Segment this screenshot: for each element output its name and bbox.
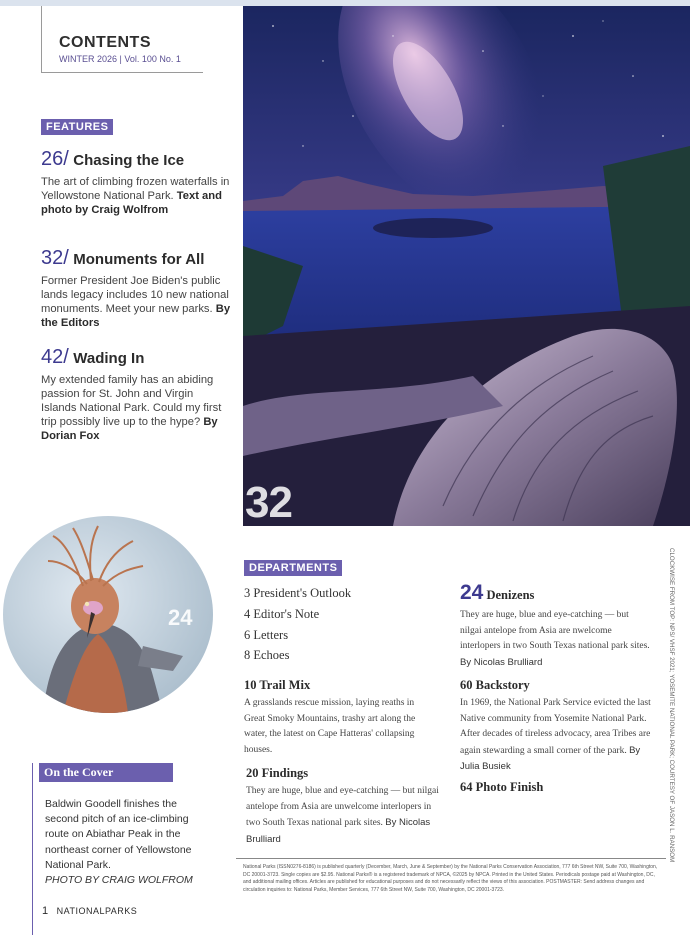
feature-byline: Text and photo by Craig Wolfrom bbox=[41, 190, 222, 216]
footer-rule bbox=[236, 858, 666, 859]
feature-desc: My extended family has an abiding passion for St. John and Virgin Islands National Park. Could my first trip possibly live up to the hype? bbox=[41, 374, 222, 428]
department-title: Denizens bbox=[486, 588, 535, 602]
department-title: 20 Findings bbox=[246, 766, 309, 780]
feature-item[interactable] bbox=[41, 346, 231, 443]
department-byline: By Nicolas Brulliard bbox=[460, 656, 543, 668]
department-title: 64 Photo Finish bbox=[460, 780, 544, 794]
crater-lake-illustration bbox=[243, 6, 690, 526]
photo-finish-entry[interactable] bbox=[460, 780, 656, 795]
department-title: 10 Trail Mix bbox=[244, 678, 311, 692]
feature-title: Monuments for All bbox=[73, 251, 205, 268]
department-desc: A grasslands rescue mission, laying reaths in Great Smoky Mountains, trashy art along the water, the latest on Cape Hatteras' collapsing houses. bbox=[244, 698, 416, 755]
feature-page-number: 42/ bbox=[41, 346, 69, 368]
issue-line: WINTER 2026 | Vol. 100 No. 1 bbox=[59, 54, 181, 64]
feature-item[interactable] bbox=[41, 247, 231, 330]
feature-desc: Former President Joe Biden's public lands legacy includes 10 new national monuments. Meet your new parks. bbox=[41, 275, 229, 315]
denizens-entry[interactable] bbox=[460, 581, 652, 671]
feature-item[interactable] bbox=[41, 148, 231, 217]
backstory-entry[interactable] bbox=[460, 678, 656, 776]
features-label: FEATURES bbox=[41, 119, 113, 135]
feature-desc: The art of climbing frozen waterfalls in Yellowstone National Park. bbox=[41, 176, 230, 202]
crater-lake-night-photo[interactable] bbox=[243, 6, 690, 526]
folio-magazine-name: NATIONALPARKS bbox=[56, 906, 138, 916]
cover-description: Baldwin Goodell finishes the second pitch of an ice-climbing route on Abiathar Peak in the northeast corner of Yellowstone National Park. bbox=[45, 798, 192, 871]
department-link[interactable]: 4 Editor's Note bbox=[244, 606, 320, 621]
cover-photo-credit: PHOTO BY CRAIG WOLFROM bbox=[45, 874, 193, 887]
feature-title: Chasing the Ice bbox=[73, 152, 185, 169]
department-link[interactable]: 8 Echoes bbox=[244, 648, 290, 663]
feature-byline: By the Editors bbox=[41, 303, 231, 329]
photo-page-number: 32 bbox=[245, 478, 292, 527]
department-desc: They are huge, blue and eye-catching — but nilgai antelope from Asia are nwelcome interlopers in two South Texas national park sites. bbox=[460, 610, 650, 651]
department-link[interactable]: 6 Letters bbox=[244, 627, 289, 642]
departments-label: DEPARTMENTS bbox=[244, 560, 342, 576]
cover-caption bbox=[45, 797, 205, 888]
circle-page-number: 24 bbox=[168, 605, 193, 630]
department-link[interactable]: 3 President's Outlook bbox=[244, 586, 352, 600]
department-title: 60 Backstory bbox=[460, 678, 530, 692]
feature-title: Wading In bbox=[73, 350, 145, 367]
feature-page-number: 26/ bbox=[41, 148, 69, 170]
cover-rule bbox=[32, 763, 33, 935]
department-byline: By Nicolas Brulliard bbox=[246, 817, 431, 845]
cover-label: On the Cover bbox=[39, 763, 173, 782]
department-desc: They are huge, blue and eye-catching — but nilgai antelope from Asia are unwelcome interlopers in two South Texas national park sites. bbox=[246, 786, 439, 828]
department-desc: In 1969, the National Park Service evicted the last Native community from Yosemite National Park. After decades of tireless advocacy, area Tribes are again stewarding a small corner of the park. bbox=[460, 698, 651, 756]
department-number: 24 bbox=[460, 581, 484, 604]
findings-entry[interactable] bbox=[246, 766, 442, 848]
department-list bbox=[244, 586, 351, 669]
folio-page-number: 1 bbox=[42, 905, 49, 917]
photo-credit: CLOCKWISE FROM TOP: NPS/ VHSF 2021; YOSEMITE NATIONAL PARK; COURTESY OF JASON L. RANSOM bbox=[668, 548, 675, 863]
folio bbox=[42, 905, 137, 917]
feature-page-number: 32/ bbox=[41, 247, 69, 269]
page-title: CONTENTS bbox=[59, 34, 151, 51]
publication-fine-print: National Parks (ISSN0276-8186) is published quarterly (December, March, June & September) by the National Parks Conservation Association, 777 6th Street NW, Suite 700, Washington, DC 20001-3723. Single copies are $2.95. National Parks® is a registered trademark of NPCA, ©2025 by NPCA. Printed in the United States. Periodicals postage paid at Washington, DC, and additional mailing offices. Articles are published for educational purposes and do not necessarily reflect the views of this association. POSTMASTER: Send address changes and circulation inquiries to: National Parks, Member Services, 777 6th Street NW, Suite 700, Washington, DC 20001-3723. bbox=[243, 864, 658, 893]
feature-byline: By Dorian Fox bbox=[41, 416, 218, 442]
department-byline: By Julia Busiek bbox=[460, 744, 641, 772]
trail-mix-entry[interactable] bbox=[244, 678, 426, 758]
